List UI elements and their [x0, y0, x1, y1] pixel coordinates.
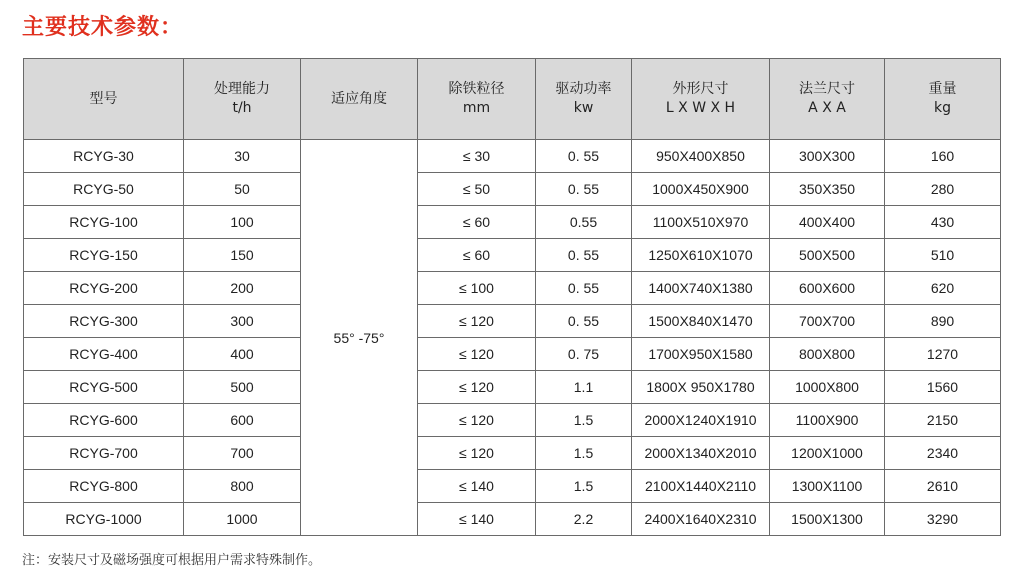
- cell-model: RCYG-400: [24, 338, 184, 371]
- cell-model: RCYG-300: [24, 305, 184, 338]
- header-weight: 重量 kg: [885, 59, 1001, 140]
- cell-capacity: 800: [184, 470, 301, 503]
- table-row: [24, 140, 1001, 173]
- cell-weight: 2340: [885, 437, 1001, 470]
- cell-particle: ≤ 120: [418, 371, 536, 404]
- cell-dims: 1000X450X900: [632, 173, 770, 206]
- cell-model: RCYG-800: [24, 470, 184, 503]
- cell-particle: ≤ 120: [418, 305, 536, 338]
- cell-power: 0.55: [536, 206, 632, 239]
- spec-table: [23, 58, 1001, 536]
- cell-particle: ≤ 50: [418, 173, 536, 206]
- cell-model: RCYG-1000: [24, 503, 184, 536]
- cell-capacity: 600: [184, 404, 301, 437]
- cell-model: RCYG-100: [24, 206, 184, 239]
- cell-flange: 400X400: [770, 206, 885, 239]
- cell-weight: 890: [885, 305, 1001, 338]
- header-capacity: 处理能力 t/h: [184, 59, 301, 140]
- cell-model: RCYG-700: [24, 437, 184, 470]
- cell-model: RCYG-50: [24, 173, 184, 206]
- cell-capacity: 200: [184, 272, 301, 305]
- cell-weight: 1560: [885, 371, 1001, 404]
- header-dims: 外形尺寸 L X W X H: [632, 59, 770, 140]
- cell-weight: 2610: [885, 470, 1001, 503]
- cell-power: 1.1: [536, 371, 632, 404]
- cell-power: 0. 55: [536, 272, 632, 305]
- cell-flange: 700X700: [770, 305, 885, 338]
- cell-particle: ≤ 60: [418, 206, 536, 239]
- cell-dims: 1500X840X1470: [632, 305, 770, 338]
- cell-flange: 1500X1300: [770, 503, 885, 536]
- cell-flange: 300X300: [770, 140, 885, 173]
- cell-particle: ≤ 30: [418, 140, 536, 173]
- cell-capacity: 700: [184, 437, 301, 470]
- table-row: [24, 371, 1001, 404]
- cell-flange: 800X800: [770, 338, 885, 371]
- cell-flange: 600X600: [770, 272, 885, 305]
- cell-flange: 1100X900: [770, 404, 885, 437]
- cell-capacity: 1000: [184, 503, 301, 536]
- header-particle: 除铁粒径 mm: [418, 59, 536, 140]
- table-row: [24, 239, 1001, 272]
- cell-dims: 2100X1440X2110: [632, 470, 770, 503]
- cell-dims: 2000X1340X2010: [632, 437, 770, 470]
- cell-capacity: 100: [184, 206, 301, 239]
- cell-weight: 510: [885, 239, 1001, 272]
- cell-power: 0. 55: [536, 173, 632, 206]
- cell-flange: 500X500: [770, 239, 885, 272]
- cell-dims: 2000X1240X1910: [632, 404, 770, 437]
- cell-capacity: 30: [184, 140, 301, 173]
- cell-weight: 2150: [885, 404, 1001, 437]
- table-row: [24, 437, 1001, 470]
- cell-particle: ≤ 140: [418, 470, 536, 503]
- cell-power: 1.5: [536, 404, 632, 437]
- cell-model: RCYG-30: [24, 140, 184, 173]
- table-row: [24, 305, 1001, 338]
- cell-power: 0. 55: [536, 305, 632, 338]
- cell-weight: 620: [885, 272, 1001, 305]
- cell-flange: 1200X1000: [770, 437, 885, 470]
- header-power: 驱动功率 kw: [536, 59, 632, 140]
- table-row: [24, 206, 1001, 239]
- header-row: [24, 59, 1001, 140]
- cell-model: RCYG-150: [24, 239, 184, 272]
- cell-model: RCYG-600: [24, 404, 184, 437]
- cell-dims: 1400X740X1380: [632, 272, 770, 305]
- cell-capacity: 300: [184, 305, 301, 338]
- cell-weight: 280: [885, 173, 1001, 206]
- cell-capacity: 500: [184, 371, 301, 404]
- cell-power: 1.5: [536, 437, 632, 470]
- cell-particle: ≤ 120: [418, 437, 536, 470]
- cell-weight: 430: [885, 206, 1001, 239]
- cell-power: 0. 75: [536, 338, 632, 371]
- cell-weight: 1270: [885, 338, 1001, 371]
- table-row: [24, 503, 1001, 536]
- table-row: [24, 173, 1001, 206]
- header-model: 型号: [24, 59, 184, 140]
- cell-power: 1.5: [536, 470, 632, 503]
- cell-particle: ≤ 60: [418, 239, 536, 272]
- cell-capacity: 400: [184, 338, 301, 371]
- cell-dims: 2400X1640X2310: [632, 503, 770, 536]
- cell-model: RCYG-500: [24, 371, 184, 404]
- cell-model: RCYG-200: [24, 272, 184, 305]
- cell-weight: 3290: [885, 503, 1001, 536]
- table-row: [24, 338, 1001, 371]
- cell-flange: 1300X1100: [770, 470, 885, 503]
- cell-particle: ≤ 140: [418, 503, 536, 536]
- cell-angle: 55° -75°: [301, 140, 418, 536]
- cell-capacity: 150: [184, 239, 301, 272]
- cell-flange: 1000X800: [770, 371, 885, 404]
- table-row: [24, 470, 1001, 503]
- cell-particle: ≤ 120: [418, 338, 536, 371]
- cell-dims: 1700X950X1580: [632, 338, 770, 371]
- cell-power: 0. 55: [536, 239, 632, 272]
- table-body: [24, 140, 1001, 536]
- cell-weight: 160: [885, 140, 1001, 173]
- cell-power: 2.2: [536, 503, 632, 536]
- cell-dims: 1250X610X1070: [632, 239, 770, 272]
- cell-dims: 1800X 950X1780: [632, 371, 770, 404]
- section-title: 主要技术参数：: [22, 15, 184, 40]
- cell-particle: ≤ 100: [418, 272, 536, 305]
- header-angle: 适应角度: [301, 59, 418, 140]
- table-row: [24, 404, 1001, 437]
- footnote: 注：安装尺寸及磁场强度可根据用户需求特殊制作。: [22, 553, 322, 568]
- header-flange: 法兰尺寸 A X A: [770, 59, 885, 140]
- cell-power: 0. 55: [536, 140, 632, 173]
- table-row: [24, 272, 1001, 305]
- cell-dims: 1100X510X970: [632, 206, 770, 239]
- cell-capacity: 50: [184, 173, 301, 206]
- cell-flange: 350X350: [770, 173, 885, 206]
- cell-dims: 950X400X850: [632, 140, 770, 173]
- cell-particle: ≤ 120: [418, 404, 536, 437]
